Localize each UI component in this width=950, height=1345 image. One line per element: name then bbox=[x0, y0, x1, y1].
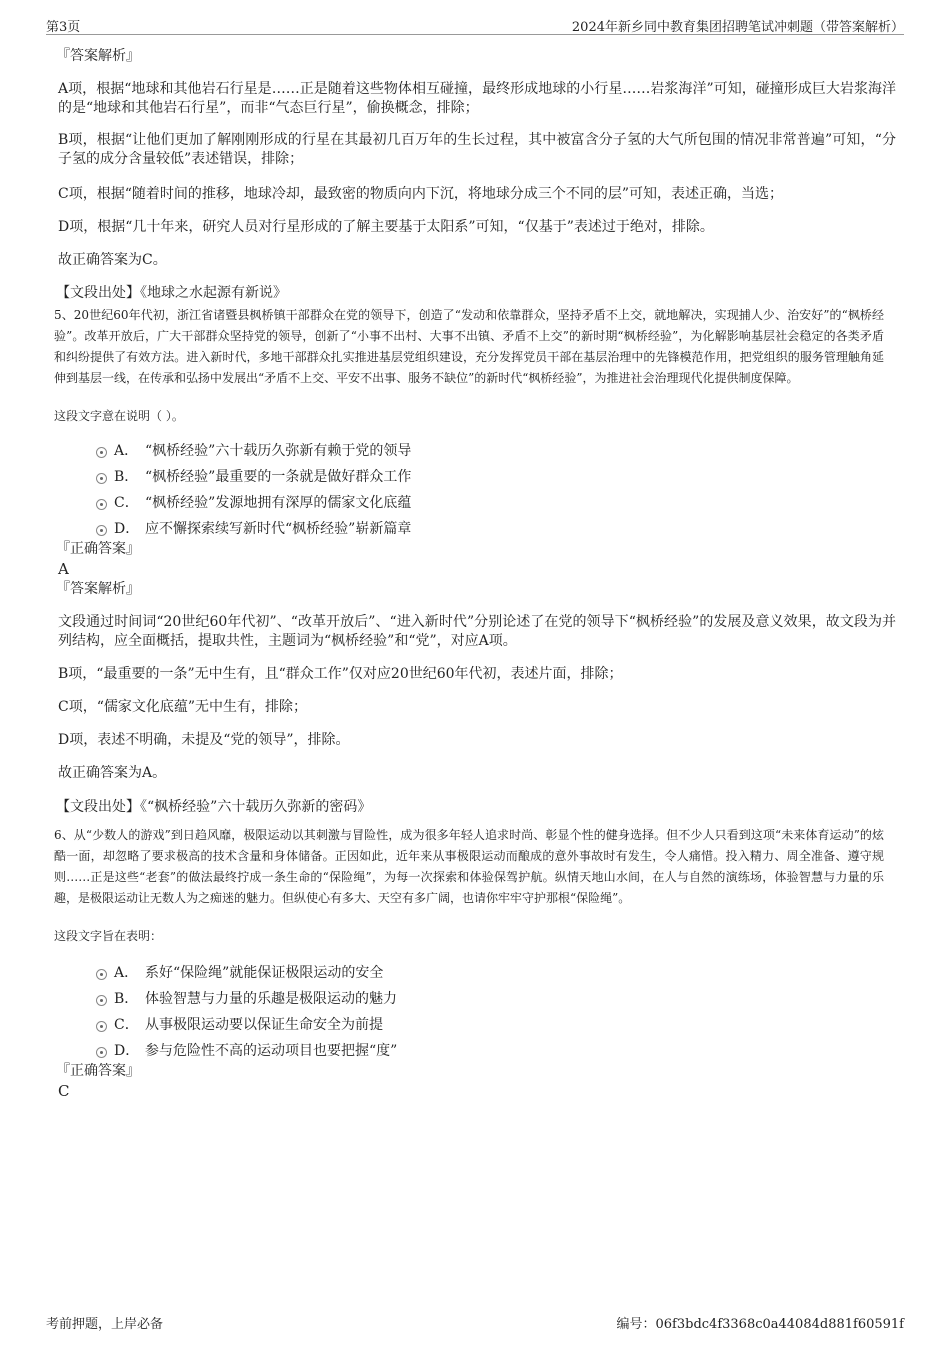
q5-answer: A bbox=[58, 560, 69, 578]
q6-answer: C bbox=[58, 1082, 70, 1100]
radio-icon[interactable] bbox=[96, 1047, 107, 1058]
q6-options bbox=[96, 963, 896, 1067]
option-letter: C． bbox=[114, 1017, 139, 1033]
q4-analysis-c: C项，根据“随着时间的推移，地球冷却，最致密的物质向内下沉，将地球分成三个不同的层”可知，表述正确，当选； bbox=[58, 186, 784, 202]
q5-source: 【文段出处】《“枫桥经验”六十载历久弥新的密码》 bbox=[56, 799, 372, 815]
option-letter: D． bbox=[114, 521, 140, 537]
q4-source: 【文段出处】《地球之水起源有新说》 bbox=[56, 285, 287, 301]
q4-analysis-d: D项，根据“几十年来，研究人员对行星形成的了解主要基于太阳系”可知，“仅基于”表述过于绝对，排除。 bbox=[58, 219, 714, 235]
page-header bbox=[46, 14, 904, 35]
option-letter: D． bbox=[114, 1043, 140, 1059]
footer-slogan: 考前押题，上岸必备 bbox=[46, 1317, 164, 1332]
option-letter: A． bbox=[114, 443, 139, 459]
footer-document-id: 编号：06f3bdc4f3368c0a44084d881f60591f bbox=[616, 1317, 904, 1332]
option-text: 参与危险性不高的运动项目也要把握“度” bbox=[145, 1043, 398, 1059]
option-text: “枫桥经验”发源地拥有深厚的儒家文化底蕴 bbox=[145, 495, 412, 511]
radio-icon[interactable] bbox=[96, 473, 107, 484]
option-text: 从事极限运动要以保证生命安全为前提 bbox=[145, 1017, 383, 1033]
q6-option-a[interactable] bbox=[96, 963, 896, 989]
q5-option-a[interactable] bbox=[96, 441, 896, 467]
option-text: “枫桥经验”六十载历久弥新有赖于党的领导 bbox=[145, 443, 412, 459]
radio-icon[interactable] bbox=[96, 499, 107, 510]
q5-option-d[interactable] bbox=[96, 519, 896, 545]
option-letter: C． bbox=[114, 495, 139, 511]
q4-conclusion: 故正确答案为C。 bbox=[58, 252, 167, 268]
q4-analysis-a: A项，根据“地球和其他岩石行星是……正是随着这些物体相互碰撞，最终形成地球的小行星……岩浆海洋”可知，碰撞形成巨大岩浆海洋的是“地球和其他岩石行星”，而非“气态巨行星”，偷换概念，排除； bbox=[58, 81, 896, 116]
option-text: 体验智慧与力量的乐趣是极限运动的魅力 bbox=[145, 991, 397, 1007]
document-title: 2024年新乡同中教育集团招聘笔试冲刺题（带答案解析） bbox=[571, 20, 904, 35]
q6-prompt: 这段文字旨在表明： bbox=[54, 929, 163, 943]
q5-analysis-b: B项，“最重要的一条”无中生有，且“群众工作”仅对应20世纪60年代初，表述片面，排除； bbox=[58, 666, 623, 682]
q6-option-b[interactable] bbox=[96, 989, 896, 1015]
option-text: 系好“保险绳”就能保证极限运动的安全 bbox=[145, 965, 384, 981]
q5-conclusion: 故正确答案为A。 bbox=[58, 765, 167, 781]
q5-analysis-main: 文段通过时间词“20世纪60年代初”、“改革开放后”、“进入新时代”分别论述了在党的领导下“枫桥经验”的发展及意义效果，故文段为并列结构，应全面概括，提取共性，主题词为“枫桥经验”和“党”，对应A项。 bbox=[58, 614, 896, 649]
page-number: 第3页 bbox=[46, 20, 81, 35]
option-text: “枫桥经验”最重要的一条就是做好群众工作 bbox=[145, 469, 412, 485]
q5-options bbox=[96, 441, 896, 545]
option-letter: B． bbox=[114, 991, 139, 1007]
q5-prompt: 这段文字意在说明（ ）。 bbox=[54, 409, 184, 423]
q6-option-d[interactable] bbox=[96, 1041, 896, 1067]
q5-option-b[interactable] bbox=[96, 467, 896, 493]
q5-analysis-c: C项，“儒家文化底蕴”无中生有，排除； bbox=[58, 699, 308, 715]
q6-option-c[interactable] bbox=[96, 1015, 896, 1041]
option-letter: B． bbox=[114, 469, 139, 485]
q5-analysis-label: 『答案解析』 bbox=[56, 581, 140, 597]
radio-icon[interactable] bbox=[96, 447, 107, 458]
radio-icon[interactable] bbox=[96, 969, 107, 980]
q5-body: 5、20世纪60年代初，浙江省诸暨县枫桥镇干部群众在党的领导下，创造了“发动和依靠群众，坚持矛盾不上交，就地解决，实现捕人少、治安好”的“枫桥经验”。改革开放后，广大干部群众坚持党的领导，创新了“小事不出村、大事不出镇、矛盾不上交”的新时期“枫桥经验”，为化解影响基层社会稳定的各类矛盾和纠纷提供了有效方法。进入新时代，多地干部群众扎实推进基层党组织建设，充分发挥党员干部在基层治理中的先锋模范作用，把党组织的服务管理触角延伸到基层一线，在传承和弘扬中发展出“矛盾不上交、平安不出事、服务不缺位”的新时代“枫桥经验”，为推进社会治理现代化提供制度保障。 bbox=[54, 308, 884, 385]
q5-option-c[interactable] bbox=[96, 493, 896, 519]
q5-analysis-d: D项，表述不明确，未提及“党的领导”，排除。 bbox=[58, 732, 350, 748]
q4-analysis-label: 『答案解析』 bbox=[56, 48, 140, 64]
q4-analysis-b: B项，根据“让他们更加了解刚刚形成的行星在其最初几百万年的生长过程，其中被富含分子氢的大气所包围的情况非常普遍”可知，“分子氢的成分含量较低”表述错误，排除； bbox=[58, 132, 896, 167]
radio-icon[interactable] bbox=[96, 525, 107, 536]
radio-icon[interactable] bbox=[96, 995, 107, 1006]
q5-answer-label: 『正确答案』 bbox=[56, 541, 140, 557]
option-letter: A． bbox=[114, 965, 139, 981]
q6-body: 6、从“少数人的游戏”到日趋风靡，极限运动以其刺激与冒险性，成为很多年轻人追求时尚、彰显个性的健身选择。但不少人只看到这项“未来体育运动”的炫酷一面，却忽略了要求极高的技术含量和身体储备。正因如此，近年来从事极限运动而酿成的意外事故时有发生，令人痛惜。投入精力、周全准备、遵守规则……正是这些“老套”的做法最终拧成一条生命的“保险绳”，为每一次探索和体验保驾护航。纵情天地山水间，在人与自然的演练场，体验智慧与力量的乐趣，是极限运动让无数人为之痴迷的魅力。但纵使心有多大、天空有多广阔，也请你牢牢守护那根“保险绳”。 bbox=[54, 828, 884, 905]
option-text: 应不懈探索续写新时代“枫桥经验”崭新篇章 bbox=[145, 521, 412, 537]
page-content bbox=[56, 46, 896, 1101]
q6-answer-label: 『正确答案』 bbox=[56, 1063, 140, 1079]
radio-icon[interactable] bbox=[96, 1021, 107, 1032]
